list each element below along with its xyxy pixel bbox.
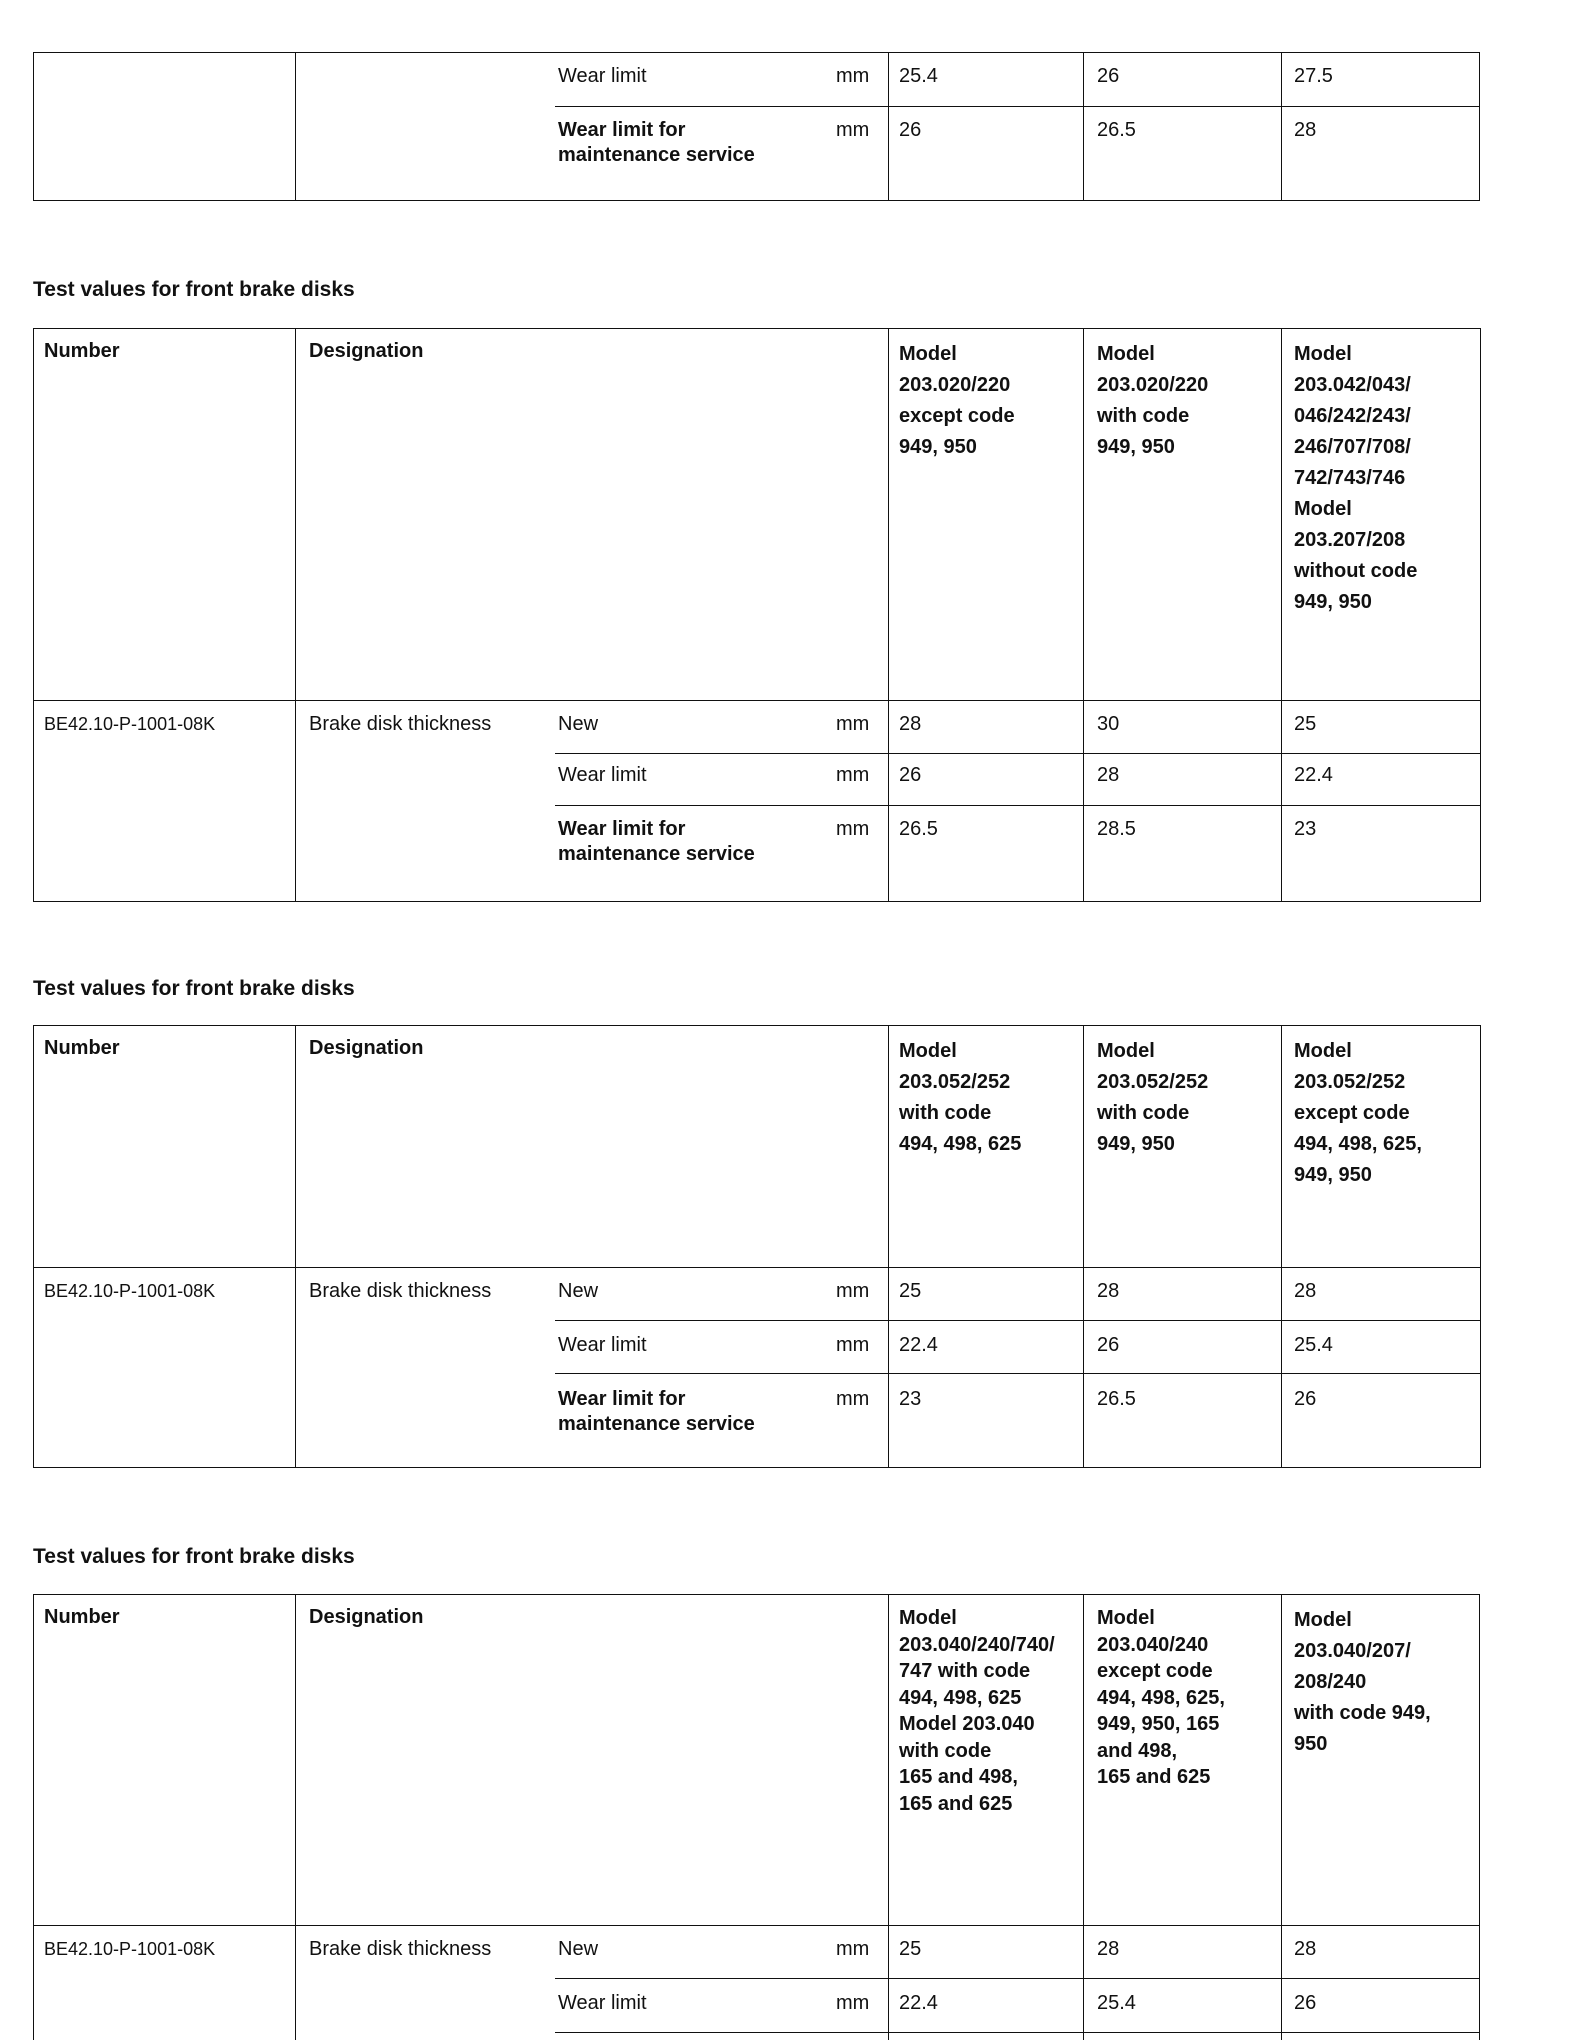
value-cell: 26 [1294,1388,1317,1410]
value-cell: 26 [1097,65,1120,87]
value-cell: 23 [1294,818,1317,840]
row-label: New [558,1280,599,1302]
header-model-col3: Model 203.052/252 except code 494, 498, 625, 949, 950 [1294,1040,1422,1186]
value-cell: 26 [899,764,922,786]
value-cell: 26 [1294,1992,1317,2014]
value-cell: 22.4 [1294,764,1333,786]
header-designation: Designation [309,1037,424,1059]
header-model-col2: Model 203.052/252 with code 949, 950 [1097,1040,1209,1155]
value-cell: 28 [1097,1280,1120,1302]
table-caption: Test values for front brake disks [33,977,355,1000]
value-cell: 28 [1294,1280,1317,1302]
designation: Brake disk thickness [309,1938,492,1960]
part-number: BE42.10-P-1001-08K [44,1939,216,1959]
value-cell: 27.5 [1294,65,1333,87]
header-model-col1: Model 203.040/240/740/ 747 with code 494, 498, 625 Model 203.040 with code 165 and 498, 165 and 625 [899,1607,1055,1815]
part-number: BE42.10-P-1001-08K [44,1281,216,1301]
value-cell: 30 [1097,713,1120,735]
value-cell: 25.4 [899,65,938,87]
header-designation: Designation [309,340,424,362]
row-label: Wear limit [558,764,647,786]
value-cell: 28 [1097,1938,1120,1960]
value-cell: 26 [899,119,922,141]
header-model-col2: Model 203.040/240 except code 494, 498, 625, 949, 950, 165 and 498, 165 and 625 [1097,1607,1225,1788]
part-number: BE42.10-P-1001-08K [44,714,216,734]
row-unit: mm [836,1334,870,1356]
header-number: Number [44,340,120,362]
row-label: Wear limit [558,1334,647,1356]
value-cell: 28 [1294,119,1317,141]
row-unit: mm [836,764,870,786]
row-label: Wear limit [558,65,647,87]
value-cell: 26 [1097,1334,1120,1356]
value-cell: 28 [899,713,922,735]
row-unit: mm [836,65,870,87]
row-unit: mm [836,1992,870,2014]
value-cell: 25 [899,1280,922,1302]
table-caption: Test values for front brake disks [33,1545,355,1568]
row-label: Wear limit [558,1992,647,2014]
designation: Brake disk thickness [309,713,492,735]
row-unit: mm [836,1280,870,1302]
value-cell: 26.5 [899,818,938,840]
header-designation: Designation [309,1606,424,1628]
designation: Brake disk thickness [309,1280,492,1302]
value-cell: 26.5 [1097,1388,1136,1410]
value-cell: 22.4 [899,1334,938,1356]
value-cell: 25 [1294,713,1317,735]
header-model-col3: Model 203.040/207/ 208/240 with code 949, 950 [1294,1609,1431,1755]
value-cell: 25.4 [1294,1334,1333,1356]
value-cell: 28 [1294,1938,1317,1960]
value-cell: 22.4 [899,1992,938,2014]
row-unit: mm [836,1938,870,1960]
value-cell: 28.5 [1097,818,1136,840]
value-cell: 26.5 [1097,119,1136,141]
value-cell: 25.4 [1097,1992,1136,2014]
header-number: Number [44,1037,120,1059]
row-label: Wear limit for maintenance service [558,119,755,166]
value-cell: 28 [1097,764,1120,786]
row-unit: mm [836,818,870,840]
row-label: New [558,713,599,735]
row-unit: mm [836,713,870,735]
value-cell: 23 [899,1388,922,1410]
row-label: Wear limit for maintenance service [558,1388,755,1435]
row-unit: mm [836,1388,870,1410]
header-model-col3: Model 203.042/043/ 046/242/243/ 246/707/708/ 742/743/746 Model 203.207/208 without code 949, 950 [1294,343,1418,613]
header-model-col1: Model 203.052/252 with code 494, 498, 625 [899,1040,1022,1155]
header-model-col1: Model 203.020/220 except code 949, 950 [899,343,1015,458]
row-unit: mm [836,119,870,141]
value-cell: 25 [899,1938,922,1960]
header-number: Number [44,1606,120,1628]
header-model-col2: Model 203.020/220 with code 949, 950 [1097,343,1209,458]
row-label: New [558,1938,599,1960]
table-caption: Test values for front brake disks [33,278,355,301]
row-label: Wear limit for maintenance service [558,818,755,865]
